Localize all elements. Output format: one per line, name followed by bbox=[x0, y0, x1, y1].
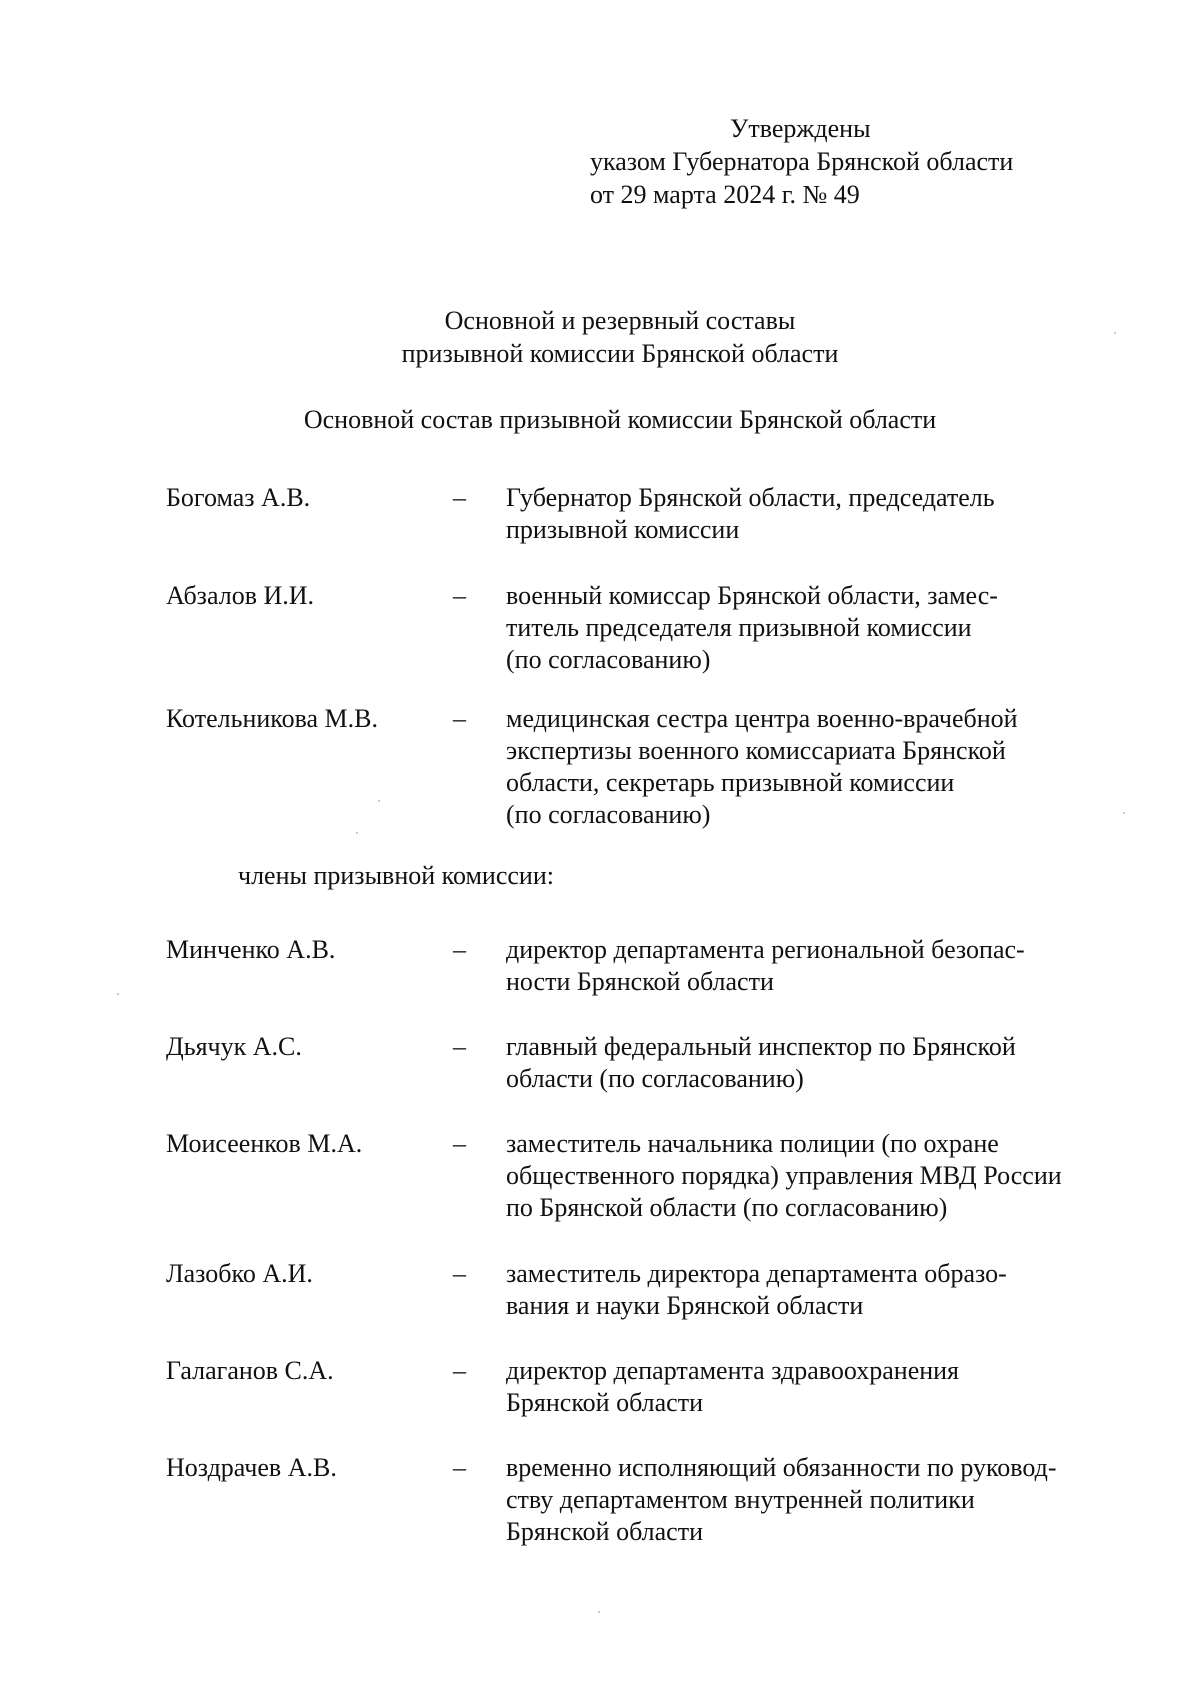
member-name: Абзалов И.И. bbox=[166, 581, 315, 610]
member-dash: – bbox=[453, 935, 466, 964]
member-role-line: военный комиссар Брянской области, замес- bbox=[506, 581, 998, 610]
member-role-line: призывной комиссии bbox=[506, 515, 740, 544]
member-role-line: области, секретарь призывной комиссии bbox=[506, 768, 955, 797]
member-name: Минченко А.В. bbox=[166, 935, 336, 964]
member-role-line: Брянской области bbox=[506, 1517, 703, 1546]
member-role-line: ству департаментом внутренней политики bbox=[506, 1485, 975, 1514]
member-role bbox=[506, 1031, 1116, 1095]
member-role bbox=[506, 703, 1116, 831]
member-dash: – bbox=[453, 704, 466, 733]
member-role bbox=[506, 482, 1116, 546]
member-role-line: временно исполняющий обязанности по руковод- bbox=[506, 1453, 1057, 1482]
member-role bbox=[506, 934, 1116, 998]
member-role-line: заместитель начальника полиции (по охране bbox=[506, 1129, 999, 1158]
member-role-line: (по согласованию) bbox=[506, 645, 711, 674]
member-role-line: по Брянской области (по согласованию) bbox=[506, 1193, 948, 1222]
member-dash: – bbox=[453, 581, 466, 610]
member-role bbox=[506, 1128, 1116, 1224]
member-name: Богомаз А.В. bbox=[166, 483, 311, 512]
member-role-line: общественного порядка) управления МВД России bbox=[506, 1161, 1062, 1190]
scan-speck bbox=[356, 832, 358, 834]
member-name: Лазобко А.И. bbox=[166, 1259, 313, 1288]
member-name: Ноздрачев А.В. bbox=[166, 1453, 337, 1482]
member-name: Котельникова М.В. bbox=[166, 704, 379, 733]
member-role-line: медицинская сестра центра военно-врачебной bbox=[506, 704, 1018, 733]
scan-speck bbox=[1123, 812, 1125, 814]
document-title-line-1: Основной и резервный составы bbox=[444, 306, 796, 335]
member-name: Дьячук А.С. bbox=[166, 1032, 302, 1061]
document-title bbox=[0, 304, 1200, 370]
member-role-line: (по согласованию) bbox=[506, 800, 711, 829]
approval-title: Утверждены bbox=[730, 114, 871, 143]
member-role-line: директор департамента региональной безопас- bbox=[506, 935, 1025, 964]
member-role-line: вания и науки Брянской области bbox=[506, 1291, 864, 1320]
member-name: Галаганов С.А. bbox=[166, 1356, 334, 1385]
member-role-line: титель председателя призывной комиссии bbox=[506, 613, 972, 642]
member-dash: – bbox=[453, 1129, 466, 1158]
members-caption: члены призывной комиссии: bbox=[238, 861, 554, 890]
scan-speck bbox=[598, 1611, 600, 1613]
section-title-main-composition: Основной состав призывной комиссии Брянской области bbox=[303, 405, 937, 434]
member-dash: – bbox=[453, 483, 466, 512]
member-role bbox=[506, 580, 1116, 676]
scan-speck bbox=[1114, 332, 1116, 334]
document-title-line-2: призывной комиссии Брянской области bbox=[401, 339, 839, 368]
scan-speck bbox=[117, 993, 119, 995]
member-role-line: области (по согласованию) bbox=[506, 1064, 804, 1093]
member-role-line: Брянской области bbox=[506, 1388, 703, 1417]
member-role-line: Губернатор Брянской области, председатель bbox=[506, 483, 995, 512]
member-name: Моисеенков М.А. bbox=[166, 1129, 363, 1158]
member-role-line: директор департамента здравоохранения bbox=[506, 1356, 960, 1385]
member-dash: – bbox=[453, 1453, 466, 1482]
member-role bbox=[506, 1355, 1116, 1419]
member-role-line: заместитель директора департамента образо- bbox=[506, 1259, 1007, 1288]
member-role bbox=[506, 1452, 1116, 1548]
approval-date-number: от 29 марта 2024 г. № 49 bbox=[590, 180, 860, 209]
member-role-line: ности Брянской области bbox=[506, 967, 774, 996]
member-dash: – bbox=[453, 1259, 466, 1288]
member-role-line: главный федеральный инспектор по Брянской bbox=[506, 1032, 1016, 1061]
member-dash: – bbox=[453, 1032, 466, 1061]
member-dash: – bbox=[453, 1356, 466, 1385]
approval-decree: указом Губернатора Брянской области bbox=[590, 147, 1014, 176]
approval-block bbox=[590, 112, 1150, 211]
scan-speck bbox=[378, 800, 380, 802]
member-role bbox=[506, 1258, 1116, 1322]
member-role-line: экспертизы военного комиссариата Брянской bbox=[506, 736, 1006, 765]
